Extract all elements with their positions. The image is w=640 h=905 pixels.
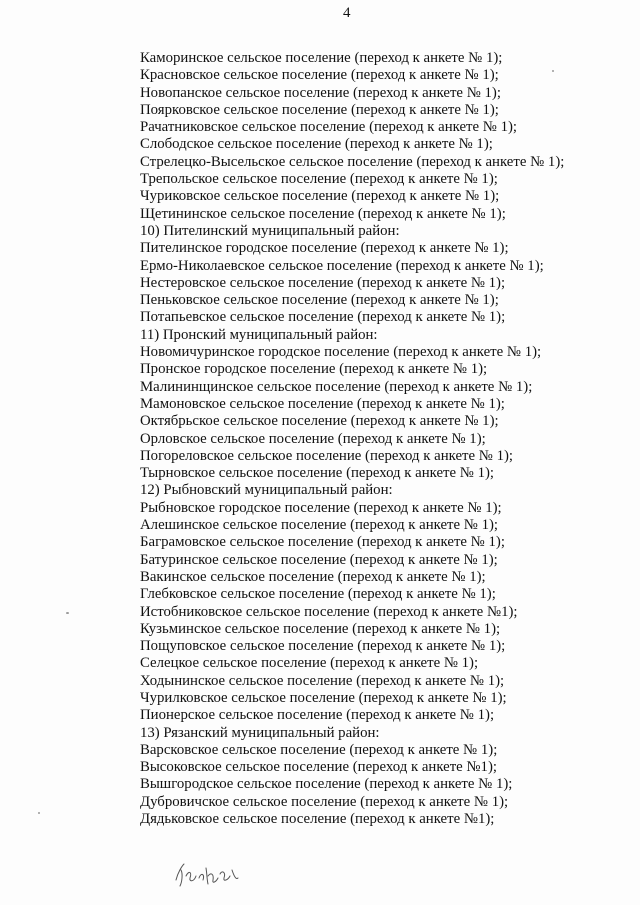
list-item: Погореловское сельское поселение (переход к анкете № 1); (140, 447, 514, 464)
list-item: Глебковское сельское поселение (переход к анкете № 1); (140, 586, 496, 603)
section-heading: 13) Рязанский муниципальный район: (140, 724, 380, 741)
list-item: Новопанское сельское поселение (переход к анкете № 1); (140, 84, 501, 101)
list-item: Стрелецко-Высельское сельское поселение (переход к анкете № 1); (140, 153, 565, 170)
list-item: Батуринское сельское поселение (переход к анкете № 1); (140, 551, 498, 568)
list-item: Чурилковское сельское поселение (переход к анкете № 1); (140, 689, 507, 706)
scan-speck (38, 812, 40, 814)
list-item: Малининщинское сельское поселение (переход к анкете № 1); (140, 378, 533, 395)
list-item: Ермо-Николаевское сельское поселение (переход к анкете № 1); (140, 257, 544, 274)
list-item: Баграмовское сельское поселение (переход к анкете № 1); (140, 534, 505, 551)
list-item: Орловское сельское поселение (переход к анкете № 1); (140, 430, 486, 447)
list-item: Слободское сельское поселение (переход к анкете № 1); (140, 136, 493, 153)
list-item: Алешинское сельское поселение (переход к анкете № 1); (140, 517, 499, 534)
document-body (140, 50, 610, 828)
handwritten-signature (172, 858, 252, 890)
list-item: Вышгородское сельское поселение (переход к анкете № 1); (140, 776, 513, 793)
list-item: Тырновское сельское поселение (переход к анкете № 1); (140, 465, 495, 482)
list-item: Мамоновское сельское поселение (переход к анкете № 1); (140, 395, 505, 412)
list-item: Новомичуринское городское поселение (переход к анкете № 1); (140, 344, 542, 361)
page-number: 4 (343, 5, 351, 21)
list-item: Дубровичское сельское поселение (переход к анкете № 1); (140, 793, 509, 810)
list-item: Пеньковское сельское поселение (переход к анкете № 1); (140, 292, 499, 309)
list-item: Кузьминское сельское поселение (переход к анкете № 1); (140, 620, 501, 637)
section-heading: 12) Рыбновский муниципальный район: (140, 482, 393, 499)
list-item: Ходынинское сельское поселение (переход к анкете № 1); (140, 672, 505, 689)
list-item: Трепольское сельское поселение (переход к анкете № 1); (140, 171, 498, 188)
list-item: Дядьковское сельское поселение (переход к анкете №1); (140, 811, 495, 828)
scan-speck (66, 612, 69, 614)
list-item: Пителинское городское поселение (переход к анкете № 1); (140, 240, 509, 257)
list-item: Селецкое сельское поселение (переход к анкете № 1); (140, 655, 479, 672)
list-item: Рыбновское городское поселение (переход к анкете № 1); (140, 499, 502, 516)
list-item: Истобниковское сельское поселение (переход к анкете №1); (140, 603, 518, 620)
list-item: Пронское городское поселение (переход к анкете № 1); (140, 361, 488, 378)
list-item: Красновское сельское поселение (переход к анкете № 1); (140, 67, 499, 84)
list-item: Чуриковское сельское поселение (переход к анкете № 1); (140, 188, 500, 205)
scan-speck (552, 70, 554, 72)
section-heading: 11) Пронский муниципальный район: (140, 326, 378, 343)
list-item: Варсковское сельское поселение (переход к анкете № 1); (140, 741, 498, 758)
list-item: Вакинское сельское поселение (переход к анкете № 1); (140, 568, 486, 585)
list-item: Высоковское сельское поселение (переход к анкете №1); (140, 759, 497, 776)
list-item: Октябрьское сельское поселение (переход к анкете № 1); (140, 413, 499, 430)
list-item: Поярковское сельское поселение (переход к анкете № 1); (140, 101, 499, 118)
list-item: Пионерское сельское поселение (переход к анкете № 1); (140, 707, 495, 724)
section-heading: 10) Пителинский муниципальный район: (140, 222, 400, 239)
list-item: Нестеровское сельское поселение (переход к анкете № 1); (140, 274, 506, 291)
list-item: Пощуповское сельское поселение (переход к анкете № 1); (140, 638, 506, 655)
list-item: Щетининское сельское поселение (переход к анкете № 1); (140, 205, 506, 222)
list-item: Рачатниковское сельское поселение (переход к анкете № 1); (140, 119, 518, 136)
list-item: Каморинское сельское поселение (переход к анкете № 1); (140, 50, 503, 66)
list-item: Потапьевское сельское поселение (переход к анкете № 1); (140, 309, 506, 326)
